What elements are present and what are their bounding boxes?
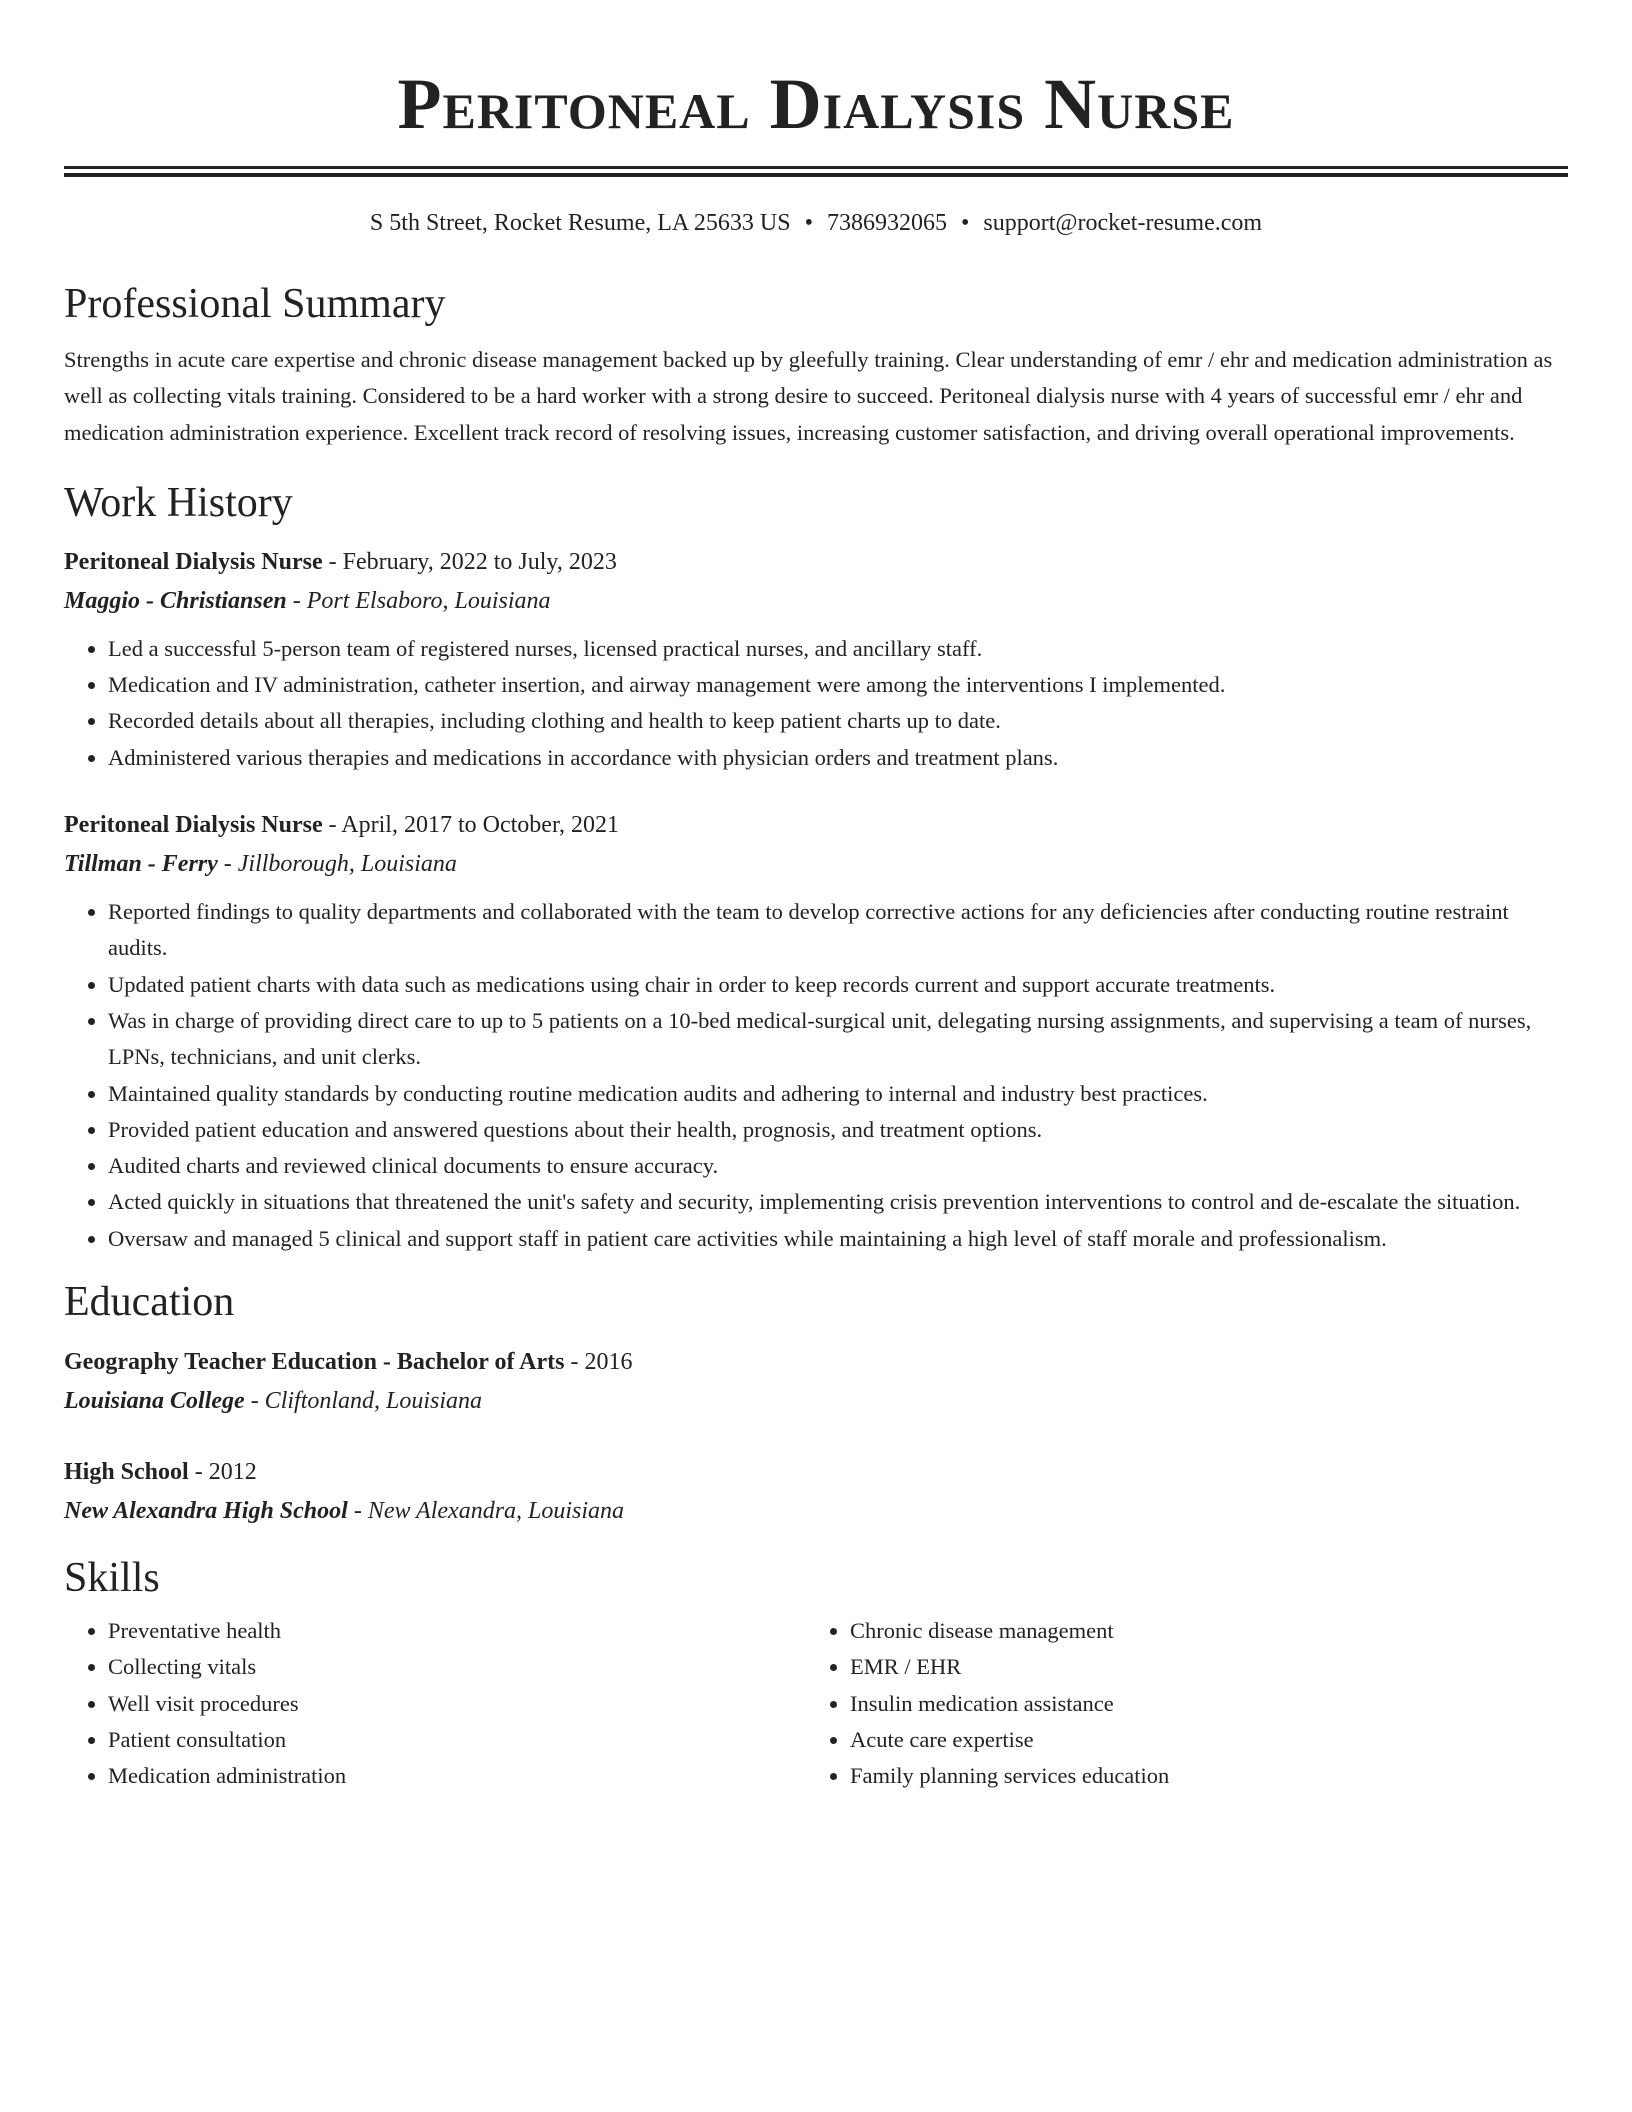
job-bullet: • Recorded details about all therapies, including clothing and health to keep patient charts up to date. <box>108 703 1568 739</box>
education-location: - Cliftonland, Louisiana <box>244 1388 483 1415</box>
resume-name: Peritoneal Dialysis Nurse <box>397 64 1235 144</box>
education-heading: Education <box>64 1279 235 1326</box>
job-company: Tillman - Ferry <box>64 851 218 878</box>
job-title-line <box>64 543 1568 582</box>
job-bullet: • Provided patient education and answered questions about their health, prognosis, and treatment options. <box>108 1112 1568 1148</box>
skill-item: • Well visit procedures <box>108 1686 806 1722</box>
contact-address: S 5th Street, Rocket Resume, LA 25633 US <box>369 210 791 236</box>
skill-item: • Insulin medication assistance <box>850 1686 1568 1722</box>
contact-separator: • <box>804 210 813 236</box>
skills-grid <box>64 1613 1568 1794</box>
job-dates: - February, 2022 to July, 2023 <box>322 548 617 575</box>
education-year: - 2012 <box>188 1459 257 1486</box>
job-bullet: • Reported findings to quality departments and collaborated with the team to develop corrective actions for any deficiencies after conducting routine restraint audits. <box>108 894 1568 967</box>
summary-heading: Professional Summary <box>64 281 446 327</box>
job-bullet: • Audited charts and reviewed clinical documents to ensure accuracy. <box>108 1148 1568 1184</box>
education-entry <box>64 1453 1568 1531</box>
education-year: - 2016 <box>564 1349 633 1376</box>
skill-item: • Acute care expertise <box>850 1722 1568 1758</box>
job-bullets <box>64 894 1568 1257</box>
skills-heading: Skills <box>64 1555 160 1602</box>
job-bullet: • Maintained quality standards by conducting routine medication audits and adhering to internal and industry best practices. <box>108 1076 1568 1112</box>
skills-column-left <box>64 1613 806 1794</box>
education-school: New Alexandra High School <box>64 1498 348 1525</box>
job-location: - Port Elsaboro, Louisiana <box>286 587 551 614</box>
job-bullets <box>64 631 1568 776</box>
work-history-heading: Work History <box>64 479 293 526</box>
education-degree: High School <box>64 1459 189 1486</box>
job-bullet: • Oversaw and managed 5 clinical and support staff in patient care activities while maintaining a high level of staff morale and professionalism. <box>108 1221 1568 1257</box>
education-school-line <box>64 1492 1568 1531</box>
job-bullet: • Updated patient charts with data such as medications using chair in order to keep records current and support accurate treatments. <box>108 967 1568 1003</box>
job-entry <box>64 543 1568 776</box>
contact-line <box>64 208 1568 238</box>
skill-item: • Patient consultation <box>108 1722 806 1758</box>
education-degree-line <box>64 1343 1568 1382</box>
job-title-line <box>64 806 1568 845</box>
education-location: - New Alexandra, Louisiana <box>347 1498 625 1525</box>
job-entry <box>64 806 1568 1257</box>
contact-separator: • <box>960 210 970 236</box>
job-location: - Jillborough, Louisiana <box>217 851 457 878</box>
job-bullet: • Led a successful 5-person team of registered nurses, licensed practical nurses, and ancillary staff. <box>108 631 1568 667</box>
contact-email: support@rocket-resume.com <box>983 210 1263 236</box>
skill-item: • Family planning services education <box>850 1758 1568 1794</box>
job-company-line <box>64 845 1568 884</box>
job-company: Maggio - Christiansen <box>64 587 287 614</box>
job-role: Peritoneal Dialysis Nurse <box>64 812 323 839</box>
education-degree: Geography Teacher Education - Bachelor of Arts <box>64 1349 565 1376</box>
skill-item: • Medication administration <box>108 1758 806 1794</box>
education-school-line <box>64 1382 1568 1421</box>
skill-item: • Preventative health <box>108 1613 806 1649</box>
contact-phone: 7386932065 <box>826 210 947 236</box>
summary-text: Strengths in acute care expertise and chronic disease management backed up by gleefully training. Clear understanding of emr / ehr and medication administration as well as collecting vitals training. Considered to be a hard worker with a strong desire to succeed. Peritoneal dialysis nurse with 4 years of successful emr / ehr and medication administration experience. Excellent track record of resolving issues, increasing customer satisfaction, and driving overall operational improvements. <box>64 347 1553 445</box>
job-bullet: • Acted quickly in situations that threatened the unit's safety and security, implementing crisis prevention interventions to control and de-escalate the situation. <box>108 1184 1568 1220</box>
job-dates: - April, 2017 to October, 2021 <box>322 812 619 839</box>
skill-item: • Collecting vitals <box>108 1649 806 1685</box>
job-bullet: • Medication and IV administration, catheter insertion, and airway management were among the interventions I implemented. <box>108 667 1568 703</box>
education-degree-line <box>64 1453 1568 1492</box>
skill-item: • Chronic disease management <box>850 1613 1568 1649</box>
education-entry <box>64 1343 1568 1421</box>
job-bullet: • Was in charge of providing direct care to up to 5 patients on a 10-bed medical-surgical unit, delegating nursing assignments, and supervising a team of nurses, LPNs, technicians, and unit clerks. <box>108 1003 1568 1076</box>
job-role: Peritoneal Dialysis Nurse <box>64 548 323 575</box>
education-school: Louisiana College <box>64 1388 245 1415</box>
job-bullet: • Administered various therapies and medications in accordance with physician orders and treatment plans. <box>108 740 1568 776</box>
skills-column-right <box>806 1613 1568 1794</box>
header-double-rule <box>64 166 1568 177</box>
skill-item: • EMR / EHR <box>850 1649 1568 1685</box>
job-company-line <box>64 582 1568 621</box>
